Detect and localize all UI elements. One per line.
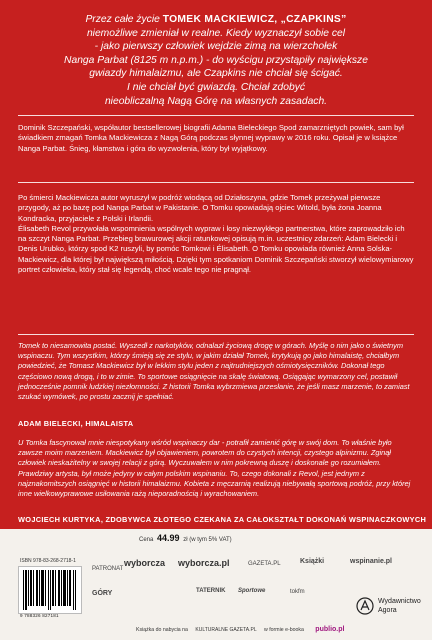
publisher-line: Agora bbox=[378, 607, 397, 614]
intro-name: TOMEK MACKIEWICZ, „CZAPKINS” bbox=[162, 14, 347, 25]
price-value: 44.99 bbox=[157, 533, 180, 543]
price-caption: Cena bbox=[139, 537, 154, 543]
intro-line: niemożliwe zmieniał w realne. Kiedy wyznaczył sobie cel bbox=[86, 27, 346, 39]
intro-blurb bbox=[30, 13, 402, 108]
publio-logo: publio.pl bbox=[315, 626, 345, 633]
buy-text: Książka do nabycia na bbox=[136, 627, 188, 633]
logo-taternik: TATERNIK bbox=[196, 588, 226, 594]
quote-bielecki bbox=[18, 341, 414, 402]
intro-line: nieobliczalną Nagą Górę na własnych zasadach. bbox=[104, 95, 328, 107]
about-author bbox=[18, 123, 414, 154]
quote-author: ADAM BIELECKI, HIMALAISTA bbox=[18, 419, 134, 428]
logo-sportowe: Sportowe bbox=[238, 588, 266, 594]
intro-line: Nanga Parbat (8125 m n.p.m.) - do wyścigu przystąpiły największe bbox=[64, 54, 368, 66]
intro-line: I nie chciał być gwiazdą. Chciał zdobyć bbox=[127, 81, 305, 93]
isbn-text: ISBN 978-83-268-2718-1 bbox=[20, 558, 76, 564]
logo-tok: tokfm bbox=[290, 589, 305, 595]
agora-logo-icon bbox=[356, 597, 374, 615]
publisher bbox=[378, 597, 421, 615]
logo-wspinanie: wspinanie.pl bbox=[350, 558, 393, 565]
price-vat: zł (w tym 5% VAT) bbox=[183, 537, 232, 543]
buy-line bbox=[136, 626, 344, 633]
logo-gazeta: GAZETA.PL bbox=[248, 561, 281, 567]
about-book bbox=[18, 193, 414, 275]
quote-kurtyka bbox=[18, 438, 414, 499]
ean-digits: 9 788326 827181 bbox=[20, 613, 59, 618]
divider bbox=[18, 115, 414, 116]
divider bbox=[18, 182, 414, 183]
barcode-icon bbox=[19, 567, 81, 613]
logo-wyborcza bbox=[124, 558, 165, 568]
about-author-text: Dominik Szczepański, współautor bestsellerowej biografii Adama Bieleckiego Spod zamarzniętych powiek, sam był świadkiem zmagań Tomka Mackiewicza z Nagą Górą podczas słynnej wyprawy w 2016 roku. Opisał je w książce Nanga Parbat. Śnieg, kłamstwa i góra do wyzwolenia, który był wyjątkowy. bbox=[18, 123, 404, 153]
quote-author: WOJCIECH KURTYKA, ZDOBYWCA ZŁOTEGO CZEKANA ZA CAŁOKSZTAŁT DOKONAŃ WSPINACZKOWYCH bbox=[18, 515, 427, 524]
quote-text: Tomek to niesamowita postać. Wyszedł z narkotyków, odnalazł życiową drogę w górach. Myślę o nim jako o świetnym wspinaczu. Tym wszystkim, którzy śmieją się ze stylu, w jakim działał Tomek, krytykują go jako himalaistę, chciałbym powiedzieć, że Tomasz Mackiewicz był w lekkim stylu jeden z najtrudniejszych ośmiotysięczników. Dokonał tego częściowo nową drogą, i to w zimie. To sportowe osiągnięcie na skalę światową. Osiągając wymarzony cel, postawił jednocześnie pomnik ludzkiej niezłomności. Z historii Tomka wybrzmiewa przesłanie, że jeśli masz marzenie, to zamiast szukać wymówek, po prostu zacznij je spełniać. bbox=[18, 341, 410, 402]
price-label bbox=[139, 533, 232, 543]
publisher-line: Wydawnictwo bbox=[378, 598, 421, 605]
partners-label: PATRONAT bbox=[92, 566, 124, 572]
about-book-paragraph: Po śmierci Mackiewicza autor wyruszył w podróż wiodącą od Działoszyna, gdzie Tomek przeżywał pierwsze przygody, aż po bazę pod Nanga Parbat w Pakistanie. O Tomku opowiadają ojciec Witold, była żona Joanna Kondracka, przyjaciele z Polski i Irlandii. bbox=[18, 193, 382, 223]
logo-ksiazki: Książki bbox=[300, 558, 325, 565]
buy-text: w formie e-booka bbox=[264, 627, 304, 633]
intro-line: - jako pierwszy człowiek wejdzie zimą na wierzchołek bbox=[94, 41, 338, 53]
quote-text: U Tomka fascynował mnie niespotykany wśród wspinaczy dar - potrafił zamienić górę w swój dom. To właśnie było zawsze moim marzeniem. Mackiewicz był objawieniem, powrotem do czystych intencji, czystego alpinizmu. Zginął człowiek nieskażitelny w swojej relacji z górą. Wyczuwałem w nim pokrewną duszę i doskonale go rozumiałem. Prawdziwy artysta, był może jedyny w całym polskim wspinaniu. To, czego dokonali z Revol, jest jednym z najznakomitszych osiągnięć w historii himalaizmu. Kobieta z męczarnią realizują niebywałą sportową podróż, przy której inne wielkowyprawowe usiłowania rażą nieporadnością i wyrachowaniem. bbox=[18, 438, 411, 499]
intro-line: gwiazdy himalaizmu, ale Czapkins nie chciał się ścigać. bbox=[89, 68, 343, 80]
logo-wyborcza-pl bbox=[178, 558, 230, 568]
logo-gory: GÓRY bbox=[92, 590, 113, 597]
intro-line: Przez całe życie bbox=[85, 14, 160, 25]
about-book-paragraph: Élisabeth Revol przywołała wspomnienia wspólnych wypraw i losy niezwykłego partnerstwa, które zaprowadziło ich na szczyt Nanga Parbat. Przebieg brawurowej akcji ratunkowej opisują m.in. uczestnicy zdarzeń: Adam Bielecki i Denis Urubko, którzy spod K2 ruszyli, by pomóc Tomkowi i Élisabeth. O Tomku opowiada również Anna Solska-Mackiewicz, dla której był największą miłością. Dzięki tym spotkaniom Dominik Szczepański stworzył wielowymiarowy portret człowieka, który stał się legendą, choć wcale tego nie pragnął. bbox=[18, 223, 414, 275]
barcode bbox=[18, 566, 82, 614]
logo-text: wyborcza bbox=[124, 558, 166, 568]
logo-text: wyborcza.pl bbox=[178, 558, 230, 568]
kulturalne-logo: KULTURALNE GAZETA.PL bbox=[195, 627, 257, 633]
divider bbox=[18, 334, 414, 335]
